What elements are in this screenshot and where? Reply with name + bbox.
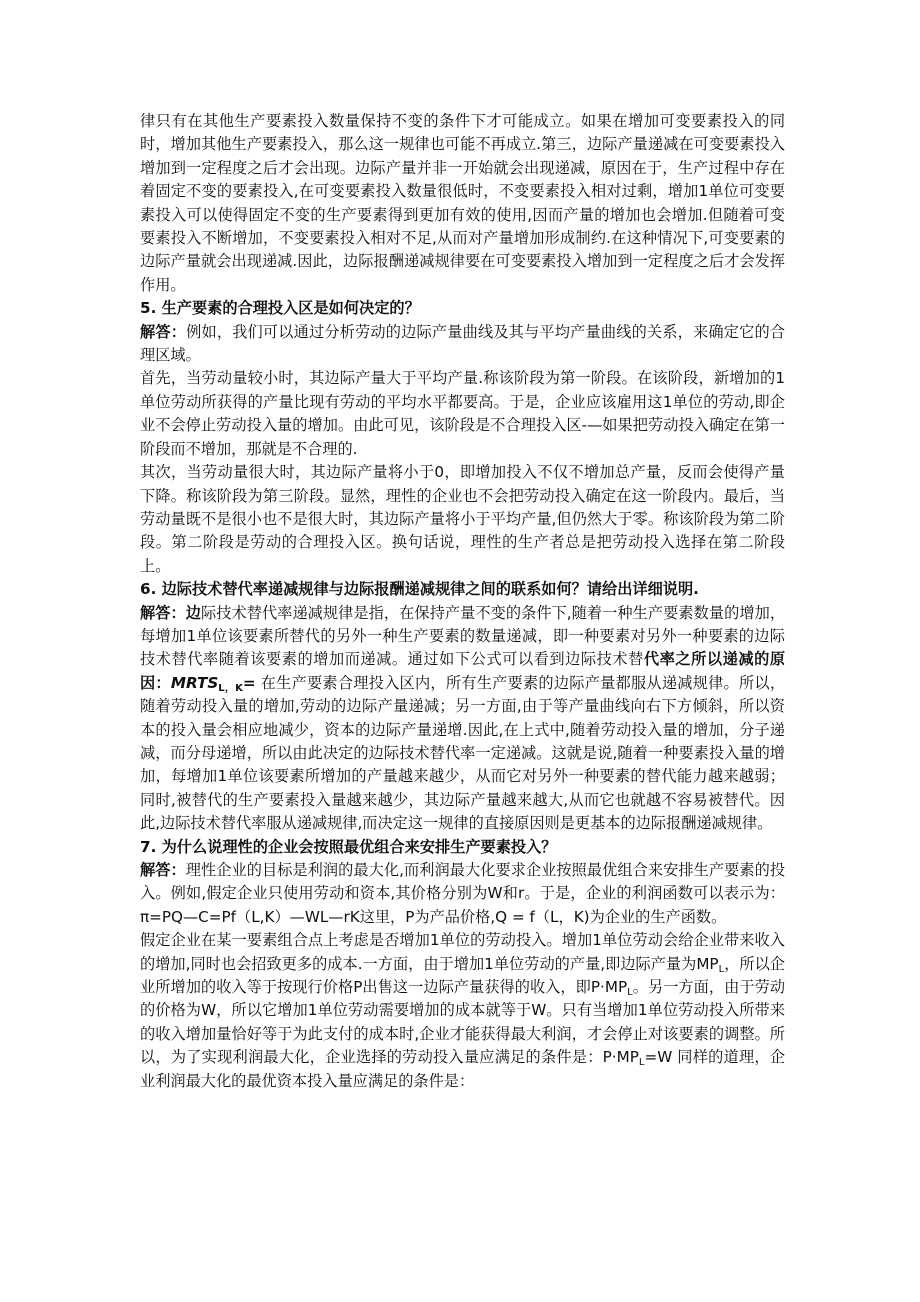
answer-text: 例如，我们可以通过分析劳动的边际产量曲线及其与平均产量曲线的关系，来确定它的合理区域。 xyxy=(140,322,786,365)
answer-text-part4: =W 同样的道理，企业利润最大化的最优资本投入量应满足的条件是： xyxy=(140,1048,786,1090)
answer-label: 解答： xyxy=(140,861,186,879)
question-5-answer-1 xyxy=(140,321,785,368)
document-body xyxy=(140,110,785,1093)
question-5-answer-3: 其次，当劳动量很大时，其边际产量将小于0，即增加投入不仅不增加总产量，反而会使得产量下降。称该阶段为第三阶段。显然，理性的企业也不会把劳动投入确定在这一阶段内。最后，当劳动量既不是很小也不是很大时，其边际产量将小于平均产量,但仍然大于零。称该阶段为第二阶段。第二阶段是劳动的合理投入区。换句话说，理性的生产者总是把劳动投入选择在第二阶段上。 xyxy=(140,463,785,575)
paragraph-intro: 律只有在其他生产要素投入数量保持不变的条件下才可能成立。如果在增加可变要素投入的同时，增加其他生产要素投入，那么这一规律也可能不再成立.第三，边际产量递减在可变要素投入增加到一定程度之后才会出现。边际产量并非一开始就会出现递减，原因在于，生产过程中存在着固定不变的要素投入,在可变要素投入数量很低时，不变要素投入相对过剩，增加1单位可变要素投入可以使得固定不变的生产要素得到更加有效的使用,因而产量的增加也会增加.但随着可变要素投入不断增加，不变要素投入相对不足,从而对产量增加形成制约.在这种情况下,可变要素的边际产量就会出现递减.因此，边际报酬递减规律要在可变要素投入增加到一定程度之后才会发挥作用。 xyxy=(140,112,785,294)
subscript-l: L xyxy=(627,987,633,999)
answer-bold-start: 边 xyxy=(185,603,201,622)
question-7-answer-2 xyxy=(140,929,785,1093)
question-6-heading: 6. 边际技术替代率递减规律与边际报酬递减规律之间的联系如何？请给出详细说明. xyxy=(140,580,699,599)
answer-text-rest: 在生产要素合理投入区内，所有生产要素的边际产量都服从递减规律。所以，随着劳动投入量的增加,劳动的边际产量递减；另一方面,由于等产量曲线向右下方倾斜，所以资本的投入量会相应地减少，资本的边际产量递增.因此,在上式中,随着劳动投入量的增加，分子递减，而分母递增，所以由此决定的边际技术替代率一定递减。这就是说,随着一种要素投入量的增加，每增加1单位该要素所增加的产量越来越少，从而它对另外一种要素的替代能力越来越弱；同时,被替代的生产要素投入量越来越少，其边际产量越来越大,从而它也就越不容易被替代。因此,边际技术替代率服从递减规律,而决定这一规律的直接原因则是更基本的边际报酬递减规律。 xyxy=(140,673,786,833)
answer-text-part3: 。另一方面，由于劳动的价格为W，所以它增加1单位劳动需要增加的成本就等于W。只有当增加1单位劳动投入所带来的收入增加量恰好等于为此支付的成本时,企业才能获得最大利润，才会停止对该要素的调整。所以，为了实现利润最大化，企业选择的劳动投入量应满足的条件是：P·MP xyxy=(140,978,786,1067)
mrts-equals: = xyxy=(242,673,256,692)
answer-bold-end: 代率之所以递减的原因： xyxy=(140,650,786,692)
answer-text: 际技术替代率递减规律是指，在保持产量不变的条件下,随着一种生产要素数量的增加，每增加1单位该要素所替代的另外一种生产要素的数量递减，即一种要素对另外一种要素的边际技术替代率随着该要素的增加而递减。通过如下公式可以看到边际技术替 xyxy=(140,603,786,669)
question-7-heading: 7. 为什么说理性的企业会按照最优组合来安排生产要素投入？ xyxy=(140,837,557,856)
answer-text: 理性企业的目标是利润的最大化,而利润最大化要求企业按照最优组合来安排生产要素的投入。例如,假定企业只使用劳动和资本,其价格分别为W和r。于是，企业的利润函数可以表示为： π=PQ—C=Pf（L,K）—WL—rK这里，P为产品价格,Q = f（L，K)为企业的生产函数。 xyxy=(140,861,786,926)
subscript-l: L xyxy=(718,963,725,975)
answer-label: 解答： xyxy=(140,603,186,622)
question-7-answer-1 xyxy=(140,859,785,929)
question-5-answer-2: 首先，当劳动量较小时，其边际产量大于平均产量.称该阶段为第一阶段。在该阶段，新增加的1单位劳动所获得的产量比现有劳动的平均水平都要高。于是，企业应该雇用这1单位的劳动,即企业不会停止劳动投入量的增加。由此可见，该阶段是不合理投入区-—如果把劳动投入确定在第一阶段而不增加，那就是不合理的. xyxy=(140,369,785,458)
question-6-answer xyxy=(140,602,785,836)
mrts-formula: MRTS xyxy=(170,673,219,692)
mrts-subscript: L，K xyxy=(218,682,243,694)
answer-label: 解答： xyxy=(140,322,187,341)
answer-text-part1: 假定企业在某一要素组合点上考虑是否增加1单位的劳动投入。增加1单位劳动会给企业带来收入的增加,同时也会招致更多的成本.一方面，由于增加1单位劳动的产量,即边际产量为MP xyxy=(140,931,785,973)
subscript-l: L xyxy=(638,1057,645,1069)
question-5-heading: 5. 生产要素的合理投入区是如何决定的？ xyxy=(140,299,420,318)
answer-text-part2: ，所以企业所增加的收入等于按现行价格P出售这一边际产量获得的收入，即P·MP xyxy=(140,954,785,997)
